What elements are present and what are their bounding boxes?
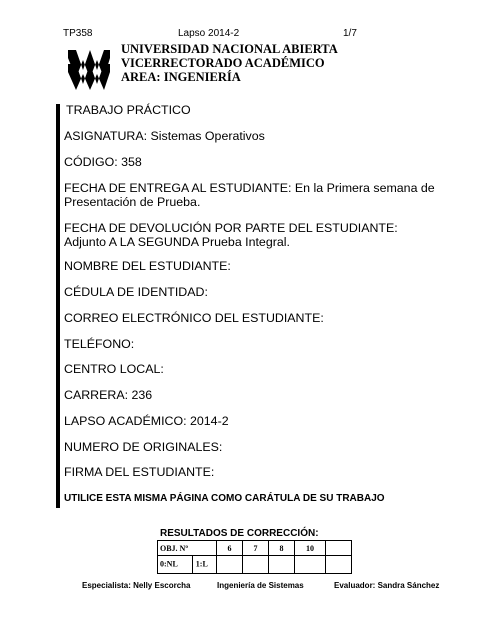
university-logo [66,46,112,90]
code-field: CÓDIGO: 358 [64,155,142,169]
student-name-field: NOMBRE DEL ESTUDIANTE: [64,259,231,273]
score-cell [243,556,269,574]
score-cell [269,556,295,574]
area-credit: Ingeniería de Sistemas [217,581,304,590]
evaluator-credit: Evaluador: Sandra Sánchez [334,581,440,590]
email-field: CORREO ELECTRÓNICO DEL ESTUDIANTE: [64,311,324,325]
delivery-date-field: FECHA DE ENTREGA AL ESTUDIANTE: En la Primera semana de [64,181,435,195]
delivery-date-field-cont: Presentación de Prueba. [64,195,201,209]
nl-cell [158,556,217,574]
institution-name: UNIVERSIDAD NACIONAL ABIERTA [121,42,338,56]
return-date-field-cont: Adjunto A LA SEGUNDA Prueba Integral. [64,235,290,249]
page-number: 1/7 [343,28,357,39]
results-title: RESULTADOS DE CORRECCIÓN: [160,528,319,539]
obj-cell: 7 [243,541,269,556]
document-code: TP358 [63,28,93,39]
specialist-credit: Especialista: Nelly Escorcha [82,581,191,590]
id-card-field: CÉDULA DE IDENTIDAD: [64,285,208,299]
score-cell [217,556,243,574]
document-lapse: Lapso 2014-2 [178,28,240,39]
signature-field: FIRMA DEL ESTUDIANTE: [64,465,215,479]
obj-cell-empty [326,541,352,556]
career-field: CARRERA: 236 [64,388,153,402]
obj-cell: 10 [295,541,326,556]
results-table [157,540,352,574]
cover-page-note: UTILICE ESTA MISMA PÁGINA COMO CARÁTULA DE SU TRABAJO [64,493,385,504]
institution-vicerrectorate: VICERRECTORADO ACADÉMICO [121,56,325,70]
academic-lapse-field: LAPSO ACADÉMICO: 2014-2 [64,414,229,428]
return-date-field: FECHA DE DEVOLUCIÓN POR PARTE DEL ESTUDIANTE: [64,221,398,235]
obj-cell: 8 [269,541,295,556]
nl-label: 0:NL [160,559,178,569]
subject-field: ASIGNATURA: Sistemas Operativos [64,129,265,143]
phone-field: TELÉFONO: [64,337,135,351]
document-title: TRABAJO PRÁCTICO [66,103,191,117]
originals-field: NUMERO DE ORIGINALES: [64,440,223,454]
left-margin-rule [56,104,60,508]
l-label: 1:L [195,559,208,569]
obj-label-cell: OBJ. Nº [158,541,217,556]
obj-cell: 6 [217,541,243,556]
score-cell [326,556,352,574]
score-cell [295,556,326,574]
local-center-field: CENTRO LOCAL: [64,362,164,376]
institution-area: AREA: INGENIERÍA [121,70,241,84]
